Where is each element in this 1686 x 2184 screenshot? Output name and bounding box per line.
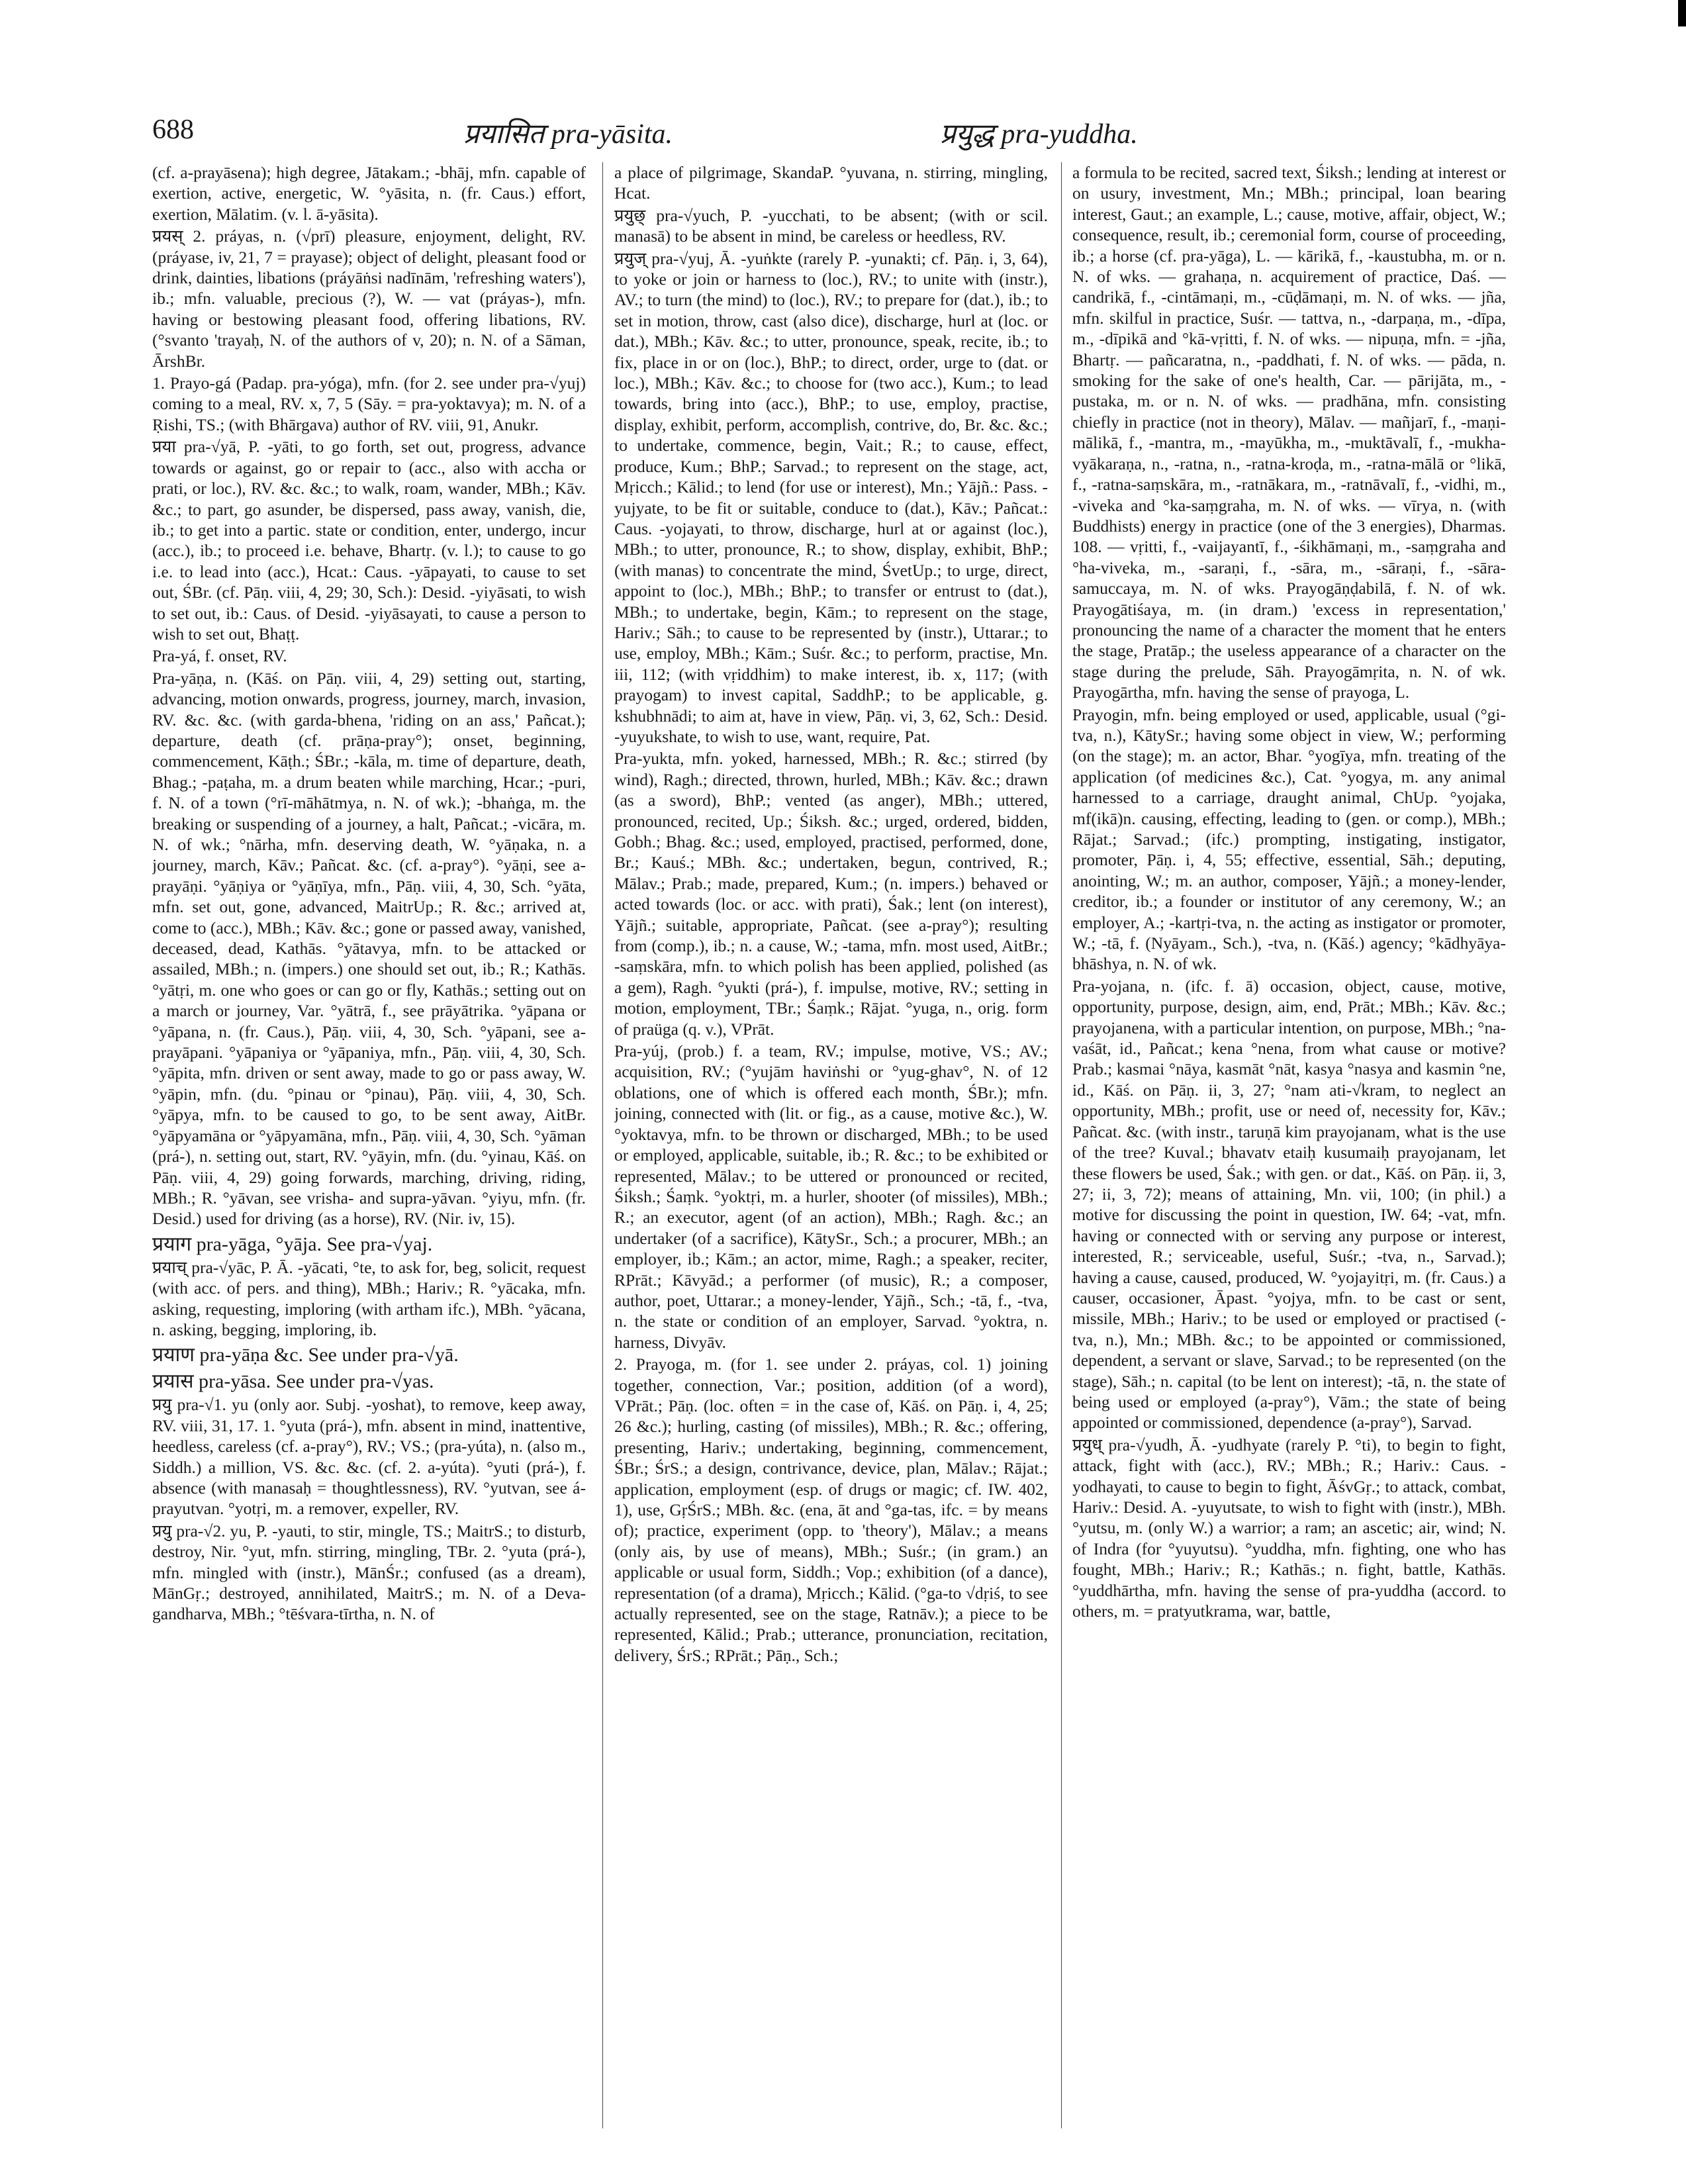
column-divider xyxy=(602,162,603,2128)
scan-edge-mark xyxy=(1678,0,1686,26)
page-number: 688 xyxy=(152,115,194,145)
dictionary-column-2 xyxy=(614,162,1048,2135)
dictionary-entry: Pra-yāṇa, n. (Kāś. on Pāṇ. viii, 4, 29) setting out, starting, advancing, motion onwards, progress, journey, march, invasion, RV. &c. &c. (with garda-bhena, 'riding on an ass,' Pañcat.); departure, death (cf. prāṇa-pray°); onset, beginning, commencement, Kāṭh.; ŚBr.; -kāla, m. time of departure, death, Bhag.; -paṭaha, m. a drum beaten while marching, Hcar.; -puri, f. N. of a town (°rī-māhātmya, n. N. of wk.); -bhaṅga, m. the breaking or suspending of a journey, a halt, Pañcat.; -vicāra, m. N. of wk.; °nārha, mfn. deserving death, W. °yāṇaka, n. a journey, march, Kāv.; Pañcat. &c. (cf. a-pray°). °yāṇi, see a-prayāṇi. °yāṇiya or °yāṇīya, mfn., Pāṇ. viii, 4, 30, Sch. °yāta, mfn. set out, gone, advanced, MaitrUp.; R. &c.; arrived at, come to (acc.), MBh.; Kāv. &c.; gone or passed away, vanished, deceased, dead, Kathās. °yātavya, mfn. to be attacked or assailed, MBh.; n. (impers.) one should set out, ib.; R.; Kathās. °yātṛi, m. one who goes or can go or fly, Kathās.; setting out on a march or journey, Var. °yātrā, f., see prāyātrika. °yāpana or °yāpana, n. (fr. Caus.), Pāṇ. viii, 4, 30, Sch. °yāpani, see a-prayāpani. °yāpaniya or °yāpaniya, mfn., Pāṇ. viii, 4, 30, Sch. °yāpita, mfn. driven or sent away, made to go or pass away, W. °yāpin, mfn. (du. °pinau or °pinau), Pāṇ. viii, 4, 30, Sch. °yāpya, mfn. to be caused to go, to be sent away, AitBr. °yāpyamāna or °yāpyamāna, mfn., Pāṇ. viii, 4, 30, Sch. °yāman (prá-), n. setting out, start, RV. °yāyin, mfn. (du. °yinau, Kāś. on Pāṇ. viii, 4, 29) going forwards, marching, driving, riding, MBh.; R. °yāvan, see vrisha- and supra-yāvan. °yiyu, mfn. (fr. Desid.) used for driving (as a horse), RV. (Nir. iv, 15). xyxy=(152,668,586,1229)
dictionary-entry: प्रयास pra-yāsa. See under pra-√yas. xyxy=(152,1370,434,1393)
dictionary-entry: प्रयुध् pra-√yudh, Ā. -yudhyate (rarely P. °ti), to begin to fight, attack, fight with (acc.), RV.; MBh.; R.; Hariv.: Caus. -yodhayati, to cause to begin to fight, ĀśvGṛ.; to attack, combat, Hariv.: Desid. A. -yuyutsate, to wish to fight with (instr.), MBh. °yutsu, m. (only W.) a warrior; a ram; an ascetic; air, wind; N. of Indra (for °yuyutsu). °yuddha, mfn. fighting, one who has fought, MBh.; Hariv.; R.; Kathās.; n. fight, battle, Kathās. °yuddhārtha, mfn. having the sense of pra-yuddha (accord. to others, m. = pratyutkrama, war, battle, xyxy=(1072,1435,1506,1621)
dictionary-entry: (cf. a-prayāsena); high degree, Jātakam.; -bhāj, mfn. capable of exertion, active, energetic, W. °yāsita, n. (fr. Caus.) effort, exertion, Mālatim. (v. l. ā-yāsita). xyxy=(152,163,586,224)
right-running-head: प्रयुद्ध pra-yuddha. xyxy=(940,119,1138,150)
page-header xyxy=(152,114,1529,154)
dictionary-entry: Pra-yá, f. onset, RV. xyxy=(152,646,287,666)
dictionary-entry: 2. Prayoga, m. (for 1. see under 2. práyas, col. 1) joining together, connection, Var.; position, addition (of a word), VPrāt.; Pāṇ. (loc. often = in the case of, Kāś. on Pāṇ. i, 4, 25; 26 &c.); hurling, casting (of missiles), MBh.; R. &c.; offering, presenting, Hariv.; undertaking, beginning, commencement, ŚBr.; ŚrS.; a design, contrivance, device, plan, Mālav.; Rājat.; application, employment (esp. of drugs or magic; cf. IW. 402, 1), use, GṛŚrS.; MBh. &c. (ena, āt and °ga-tas, ifc. = by means of); practice, experiment (opp. to 'theory'), Mālav.; a means (only ais, by use of means), MBh.; Suśr.; (in gram.) an applicable or usual form, Siddh.; Vop.; exhibition (of a dance), representation (of a drama), Mṛicch.; Kālid. (°ga-to √dṛiś, to see actually represented, see on the stage, Ratnāv.); a piece to be represented, Kālid.; Prab.; utterance, pronunciation, recitation, delivery, ŚrS.; RPrāt.; Pāṇ., Sch.; xyxy=(614,1354,1048,1665)
column-divider xyxy=(1061,162,1062,2128)
dictionary-entry: 1. Prayo-gá (Padap. pra-yóga), mfn. (for 2. see under pra-√yuj) coming to a meal, RV. x, 7, 5 (Sāy. = pra-yoktavya); m. N. of a Ṛishi, TS.; (with Bhārgava) author of RV. viii, 91, Anukr. xyxy=(152,373,586,434)
dictionary-entry: प्रयुछ् pra-√yuch, P. -yucchati, to be absent; (with or scil. manasā) to be absent in mind, be careless or heedless, RV. xyxy=(614,205,1048,246)
dictionary-entry: प्रयाग pra-yāga, °yāja. See pra-√yaj. xyxy=(152,1233,433,1255)
dictionary-entry: प्रयु pra-√1. yu (only aor. Subj. -yoshat), to remove, keep away, RV. viii, 31, 17. 1. °yuta (prá-), mfn. absent in mind, inattentive, heedless, careless (cf. a-pray°), RV.; VS.; (pra-yúta), n. (also m., Siddh.) a million, VS. &c. &c. (cf. 2. a-yúta). °yuti (prá-), f. absence (with manasaḥ = thoughtlessness), RV. °yutvan, see á-prayutvan. °yotṛi, m. a remover, expeller, RV. xyxy=(152,1395,586,1519)
dictionary-entry: प्रयाच् pra-√yāc, P. Ā. -yācati, °te, to ask for, beg, solicit, request (with acc. of pers. and thing), MBh.; Hariv.; R. °yācaka, mfn. asking, requesting, imploring (with artham ifc.), MBh. °yācana, n. asking, begging, imploring, ib. xyxy=(152,1257,586,1339)
dictionary-column-1 xyxy=(152,162,586,2135)
dictionary-column-3 xyxy=(1072,162,1506,2135)
dictionary-entry: Pra-yojana, n. (ifc. f. ā) occasion, object, cause, motive, opportunity, purpose, design, aim, end, Prāt.; MBh.; Kāv. &c.; prayojanena, with a particular intention, on purpose, MBh.; °na-vaśāt, id., Pañcat.; kena °nena, from what cause or motive? Prab.; kasmai °nāya, kasmāt °nāt, kasya °nasya and kasmin °ne, id., Kāś. on Pāṇ. ii, 3, 27; °nam ati-√kram, to neglect an opportunity, MBh.; profit, use or need of, necessity for, Kāv.; Pañcat. &c. (with instr., taruṇā kim prayojanam, what is the use of the tree? Kuval.; bhavatv etaiḥ kusumaiḥ prayojanam, let these flowers be used, Śak.; with gen. or dat., Kāś. on Pāṇ. ii, 3, 27; ii, 3, 72); means of attaining, Mn. vii, 100; (in phil.) a motive for discussing the point in question, IW. 64; -vat, mfn. having or connected with or serving any purpose or interest, interested, R.; serviceable, useful, Suśr.; -tva, n., Sarvad.); having a cause, caused, produced, W. °yojayitṛi, m. (fr. Caus.) a causer, occasioner, Āpast. °yojya, mfn. to be cast or sent, missile, MBh.; Hariv.; to be used or employed or practised (-tva, n.), Mn.; MBh. &c.; to be appointed or commissioned, dependent, a servant or slave, Sarvad.; to be represented (on the stage), Sāh.; n. capital (to be lent on interest); -tā, n. the state of being used or employed (a-pray°), Vām.; the state of being appointed or commissioned, dependence (a-pray°), Sarvad. xyxy=(1072,976,1506,1433)
dictionary-entry: a place of pilgrimage, SkandaP. °yuvana, n. stirring, mingling, Hcat. xyxy=(614,163,1048,203)
dictionary-entry: प्रयुज् pra-√yuj, Ā. -yuṅkte (rarely P. -yunakti; cf. Pāṇ. i, 3, 64), to yoke or join or harness to (loc.), RV.; to unite with (instr.), AV.; to turn (the mind) to (loc.), RV.; to prepare for (dat.), ib.; to set in motion, throw, cast (also dice), discharge, hurl at (loc. or dat.), MBh.; Kāv. &c.; to utter, pronounce, speak, recite, ib.; to fix, place in or on (loc.), BhP.; to direct, order, urge to (dat. or loc.), MBh.; Kāv. &c.; to choose for (two acc.), Kum.; to lead towards, bring into (acc.), BhP.; to use, employ, practise, display, exhibit, perform, accomplish, contrive, do, Br. &c. &c.; to undertake, commence, begin, Vait.; R.; to cause, effect, produce, Kum.; BhP.; Sarvad.; to represent on the stage, act, Mṛicch.; Kālid.; to lend (for use or interest), Mn.; Yājñ.: Pass. -yujyate, to be fit or suitable, conduce to (dat.), Kāv.; Pañcat.: Caus. -yojayati, to throw, discharge, hurl at or against (loc.), MBh.; to utter, pronounce, R.; to show, display, exhibit, BhP.; (with manas) to concentrate the mind, ŚvetUp.; to urge, direct, appoint to (loc.), MBh.; BhP.; to transfer or entrust to (dat.), MBh.; to undertake, begin, Kām.; to represent on the stage, Hariv.; Sāh.; to cause to be represented by (instr.), Uttarar.; to use, employ, MBh.; Kām.; Suśr. &c.; to perform, practise, Mn. iii, 112; (with vṛiddhim) to make interest, ib. x, 117; (with prayogam) to invest capital, SaddhP.; to be applicable, g. kshubhnādi; to aim at, have in view, Pāṇ. vi, 3, 62, Sch.: Desid. -yuyukshate, to wish to use, want, require, Pat. xyxy=(614,248,1048,746)
dictionary-entry: Prayogin, mfn. being employed or used, applicable, usual (°gi-tva, n.), KātySr.; having some object in view, W.; performing (on the stage); m. an actor, Bhar. °yogīya, mfn. treating of the application (of medicines &c.), Cat. °yogya, m. any animal harnessed to a carriage, draught animal, ChUp. °yojaka, mf(ikā)n. causing, effecting, leading to (gen. or comp.), MBh.; Rājat.; Sarvad.; (ifc.) prompting, instigating, instigator, promoter, Pāṇ. i, 4, 55; effective, essential, Sāh.; deputing, anointing, W.; m. an author, composer, Yājñ.; a money-lender, creditor, ib.; a founder or institutor of any ceremony, W.; an employer, A.; -kartṛi-tva, n. the acting as instigator or promoter, W.; -tā, f. (Nyāyam., Sch.), -tva, n. (Kāś.) agency; °kādhyāya-bhāshya, n. N. of wk. xyxy=(1072,704,1506,974)
dictionary-entry: Pra-yúj, (prob.) f. a team, RV.; impulse, motive, VS.; AV.; acquisition, RV.; (°yujām haviṅshi or °yug-ghav°, N. of 12 oblations, one of which is offered each month, ŚBr.); mfn. joining, connected with (lit. or fig., as a cause, motive &c.), W. °yoktavya, mfn. to be thrown or discharged, MBh.; to be used or employed, applicable, suitable, ib.; R. &c.; to be exhibited or represented, Mālav.; to be uttered or pronounced or recited, Śiksh.; Śaṃk. °yoktṛi, m. a hurler, shooter (of missiles), MBh.; R.; an executor, agent (of an action), MBh.; Ragh. &c.; an undertaker (of a sacrifice), KātySr., Sch.; a procurer, MBh.; an employer, ib.; Kām.; an actor, mime, Ragh.; a speaker, reciter, RPrāt.; Kāvyād.; a performer (of music), R.; a composer, author, poet, Uttarar.; a money-lender, Yājñ., Sch.; -tā, f., -tva, n. the state or condition of an employer, Sarvad. °yoktra, n. harness, Divyāv. xyxy=(614,1041,1048,1352)
dictionary-entry: प्रया pra-√yā, P. -yāti, to go forth, set out, progress, advance towards or against, go or repair to (acc., also with accha or prati, or loc.), RV. &c. &c.; to walk, roam, wander, MBh.; Kāv. &c.; to part, go asunder, be dispersed, pass away, vanish, die, ib.; to get into a partic. state or condition, enter, undergo, incur (acc.), ib.; to proceed i.e. behave, Bhartṛ. (v. l.); to cause to go i.e. to lead into (acc.), Hcat.: Caus. -yāpayati, to cause to set out, ŚBr. (cf. Pāṇ. viii, 4, 29; 30, Sch.): Desid. -yiyāsati, to wish to set out, ib.: Caus. of Desid. -yiyāsayati, to cause a person to wish to set out, Bhaṭṭ. xyxy=(152,437,586,643)
dictionary-entry: प्रयस् 2. práyas, n. (√prī) pleasure, enjoyment, delight, RV. (práyase, iv, 21, 7 = prayase); object of delight, pleasant food or drink, dainties, libations (práyāṅsi nadīnām, 'refreshing waters'), ib.; mfn. valuable, precious (?), W. — vat (práyas-), mfn. having or bestowing pleasant food, offering libations, RV. (°svanto 'trayaḥ, N. of the authors of v, 20); n. N. of a Sāman, ĀrshBr. xyxy=(152,226,586,371)
dictionary-entry: a formula to be recited, sacred text, Śiksh.; lending at interest or on usury, investment, Mn.; MBh.; principal, loan bearing interest, Gaut.; an example, L.; cause, motive, affair, object, W.; consequence, result, ib.; ceremonial form, course of proceeding, ib.; a horse (cf. pra-yāga), L. — kārikā, f., -kaustubha, m. or n. N. of wks. — grahaṇa, n. acquirement of practice, Daś. — candrikā, f., -cintāmaṇi, m., -cūḍāmaṇi, m. N. of wks. — jña, mfn. skilful in practice, Suśr. — tattva, n., -darpaṇa, m., -dīpa, m., -dīpikā and °kā-vṛitti, f. N. of wks. — nipuṇa, mfn. = -jña, Bhartṛ. — pañcaratna, n., -paddhati, f. N. of wks. — pāda, n. smoking for the sake of one's health, Car. — pārijāta, m., -pustaka, m. or n. N. of wks. — pradhāna, mfn. consisting chiefly in practice (not in theory), Mālav. — mañjarī, f., -maṇi-mālikā, f., -mantra, m., -mayūkha, m., -muktāvalī, f., -mukha-vyākaraṇa, n., -ratna, n., -ratna-kroḍa, m., -ratna-mālā or °likā, f., -ratna-saṃskāra, m., -ratnākara, m., -ratnāvalī, f., -vidhi, m., -viveka and °ka-saṃgraha, m. N. of wks. — vīrya, n. (with Buddhists) energy in practice (one of the 3 energies), Dharmas. 108. — vṛitti, f., -vaijayantī, f., -śikhāmaṇi, m., -saṃgraha and °ha-viveka, m., -saraṇi, f., -sāra, m., -sāraṇi, f., -sāra-samuccaya, m. N. of wks. Prayogāṇḍabilā, f. N. of wk. Prayogātiśaya, m. (in dram.) 'excess in representation,' pronouncing the name of a character the moment that he enters the stage, Pratāp.; the useless appearance of a character on the stage during the prelude, Sāh. Prayogāmṛita, n. N. of wk. Prayogārtha, mfn. having the sense of prayoga, L. xyxy=(1072,163,1506,702)
dictionary-entry: प्रयाण pra-yāṇa &c. See under pra-√yā. xyxy=(152,1344,459,1366)
left-running-head: प्रयासित pra-yāsita. xyxy=(463,119,673,150)
dictionary-entry: प्रयु pra-√2. yu, P. -yauti, to stir, mingle, TS.; MaitrS.; to disturb, destroy, Nir. °yut, mfn. stirring, mingling, TBr. 2. °yuta (prá-), mfn. mingled with (instr.), MānŚr.; confused (as a dream), MānGṛ.; destroyed, annihilated, MaitrS.; m. N. of a Deva-gandharva, MBh.; °tēśvara-tīrtha, n. N. of xyxy=(152,1521,586,1624)
dictionary-entry: Pra-yukta, mfn. yoked, harnessed, MBh.; R. &c.; stirred (by wind), Ragh.; directed, thrown, hurled, MBh.; Kāv. &c.; drawn (as a sword), BhP.; vented (as anger), MBh.; uttered, pronounced, recited, Up.; Śiksh. &c.; urged, ordered, bidden, Gobh.; Bhag. &c.; used, employed, practised, performed, done, Br.; Kauś.; MBh. &c.; undertaken, begun, contrived, R.; Mālav.; Prab.; made, prepared, Kum.; (n. impers.) behaved or acted towards (loc. or acc. with prati), Śak.; lent (on interest), Yājñ.; suitable, appropriate, Pañcat. (see a-pray°); resulting from (comp.), ib.; n. a cause, W.; -tama, mfn. most used, AitBr.; -saṃskāra, mfn. to which polish has been applied, polished (as a gem), Ragh. °yukti (prá-), f. impulse, motive, RV.; setting in motion, employment, TBr.; Śaṃk.; Rājat. °yuga, n., orig. form of praüga (q. v.), VPrāt. xyxy=(614,749,1048,1039)
